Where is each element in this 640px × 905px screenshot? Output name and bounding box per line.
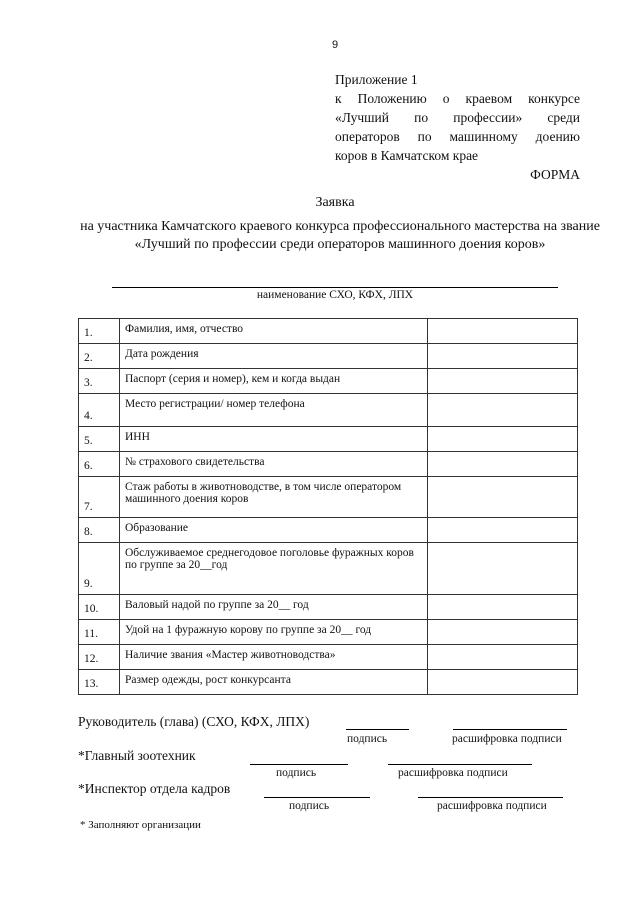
- row-number: 2.: [79, 344, 120, 369]
- row-number: 6.: [79, 452, 120, 477]
- table-row: [79, 452, 578, 477]
- row-value-cell[interactable]: [428, 518, 578, 543]
- row-number: 1.: [79, 319, 120, 344]
- zootech-signature-label: *Главный зоотехник: [78, 748, 196, 763]
- row-value-cell[interactable]: [428, 394, 578, 427]
- table-row: [79, 344, 578, 369]
- row-label: ИНН: [120, 427, 428, 452]
- head-signature-label: Руководитель (глава) (СХО, КФХ, ЛПХ): [78, 714, 310, 729]
- head-decode-line[interactable]: [453, 729, 567, 730]
- row-value-cell[interactable]: [428, 344, 578, 369]
- row-number: 13.: [79, 670, 120, 695]
- table-row: [79, 543, 578, 595]
- org-name-line[interactable]: [112, 287, 558, 288]
- table-row: [79, 427, 578, 452]
- appendix-header: [335, 70, 580, 184]
- table-row: [79, 394, 578, 427]
- table-row: [79, 477, 578, 518]
- row-label: Обслуживаемое среднегодовое поголовье фуражных коров по группе за 20__год: [120, 543, 428, 595]
- inspector-decode-caption: расшифровка подписи: [437, 800, 547, 812]
- row-value-cell[interactable]: [428, 595, 578, 620]
- zootech-decode-caption: расшифровка подписи: [398, 767, 508, 779]
- table-row: [79, 620, 578, 645]
- inspector-sign-caption: подпись: [289, 800, 330, 812]
- row-number: 7.: [79, 477, 120, 518]
- inspector-signature-line[interactable]: [264, 797, 370, 798]
- appendix-line: коров в Камчатском крае: [335, 148, 479, 163]
- row-number: 10.: [79, 595, 120, 620]
- row-number: 9.: [79, 543, 120, 595]
- table-row: [79, 518, 578, 543]
- table-row: [79, 319, 578, 344]
- row-label: Удой на 1 фуражную корову по группе за 20__ год: [120, 620, 428, 645]
- row-value-cell[interactable]: [428, 427, 578, 452]
- head-sign-caption: подпись: [347, 733, 388, 745]
- row-number: 5.: [79, 427, 120, 452]
- application-form-table: [78, 318, 578, 695]
- row-label: № страхового свидетельства: [120, 452, 428, 477]
- zootech-decode-line[interactable]: [388, 764, 532, 765]
- zootech-sign-caption: подпись: [276, 767, 317, 779]
- row-number: 3.: [79, 369, 120, 394]
- row-value-cell[interactable]: [428, 543, 578, 595]
- row-value-cell[interactable]: [428, 369, 578, 394]
- head-signature-line[interactable]: [346, 729, 409, 730]
- inspector-signature-label: *Инспектор отдела кадров: [78, 781, 231, 796]
- zootech-signature-line[interactable]: [250, 764, 348, 765]
- table-row: [79, 595, 578, 620]
- table-row: [79, 645, 578, 670]
- row-label: Размер одежды, рост конкурсанта: [120, 670, 428, 695]
- inspector-decode-line[interactable]: [418, 797, 563, 798]
- row-label: Наличие звания «Мастер животноводства»: [120, 645, 428, 670]
- table-row: [79, 670, 578, 695]
- row-label: Стаж работы в животноводстве, в том числе оператором машинного доения коров: [120, 477, 428, 518]
- row-value-cell[interactable]: [428, 319, 578, 344]
- application-title: Заявка: [315, 195, 355, 210]
- row-number: 11.: [79, 620, 120, 645]
- row-label: Образование: [120, 518, 428, 543]
- appendix-line: к Положению о краевом конкурсе: [335, 91, 580, 106]
- row-number: 4.: [79, 394, 120, 427]
- row-label: Дата рождения: [120, 344, 428, 369]
- appendix-line: Приложение 1: [335, 72, 418, 87]
- application-subtitle: на участника Камчатского краевого конкурса профессионального мастерства на звание «Лучший по профессии среди операторов машинного доения коров»: [80, 219, 600, 252]
- row-number: 8.: [79, 518, 120, 543]
- table-row: [79, 369, 578, 394]
- row-label: Паспорт (серия и номер), кем и когда выдан: [120, 369, 428, 394]
- row-value-cell[interactable]: [428, 477, 578, 518]
- head-decode-caption: расшифровка подписи: [452, 733, 562, 745]
- footnote: * Заполняют организации: [80, 819, 201, 831]
- org-name-caption: наименование СХО, КФХ, ЛПХ: [256, 289, 414, 301]
- row-value-cell[interactable]: [428, 645, 578, 670]
- row-value-cell[interactable]: [428, 620, 578, 645]
- row-value-cell[interactable]: [428, 452, 578, 477]
- appendix-line: операторов по машинному доению: [335, 129, 580, 144]
- page-number: 9: [331, 39, 339, 51]
- form-label: ФОРМА: [530, 167, 580, 182]
- appendix-line: «Лучший по профессии» среди: [335, 110, 580, 125]
- row-label: Место регистрации/ номер телефона: [120, 394, 428, 427]
- row-number: 12.: [79, 645, 120, 670]
- row-label: Валовый надой по группе за 20__ год: [120, 595, 428, 620]
- row-value-cell[interactable]: [428, 670, 578, 695]
- row-label: Фамилия, имя, отчество: [120, 319, 428, 344]
